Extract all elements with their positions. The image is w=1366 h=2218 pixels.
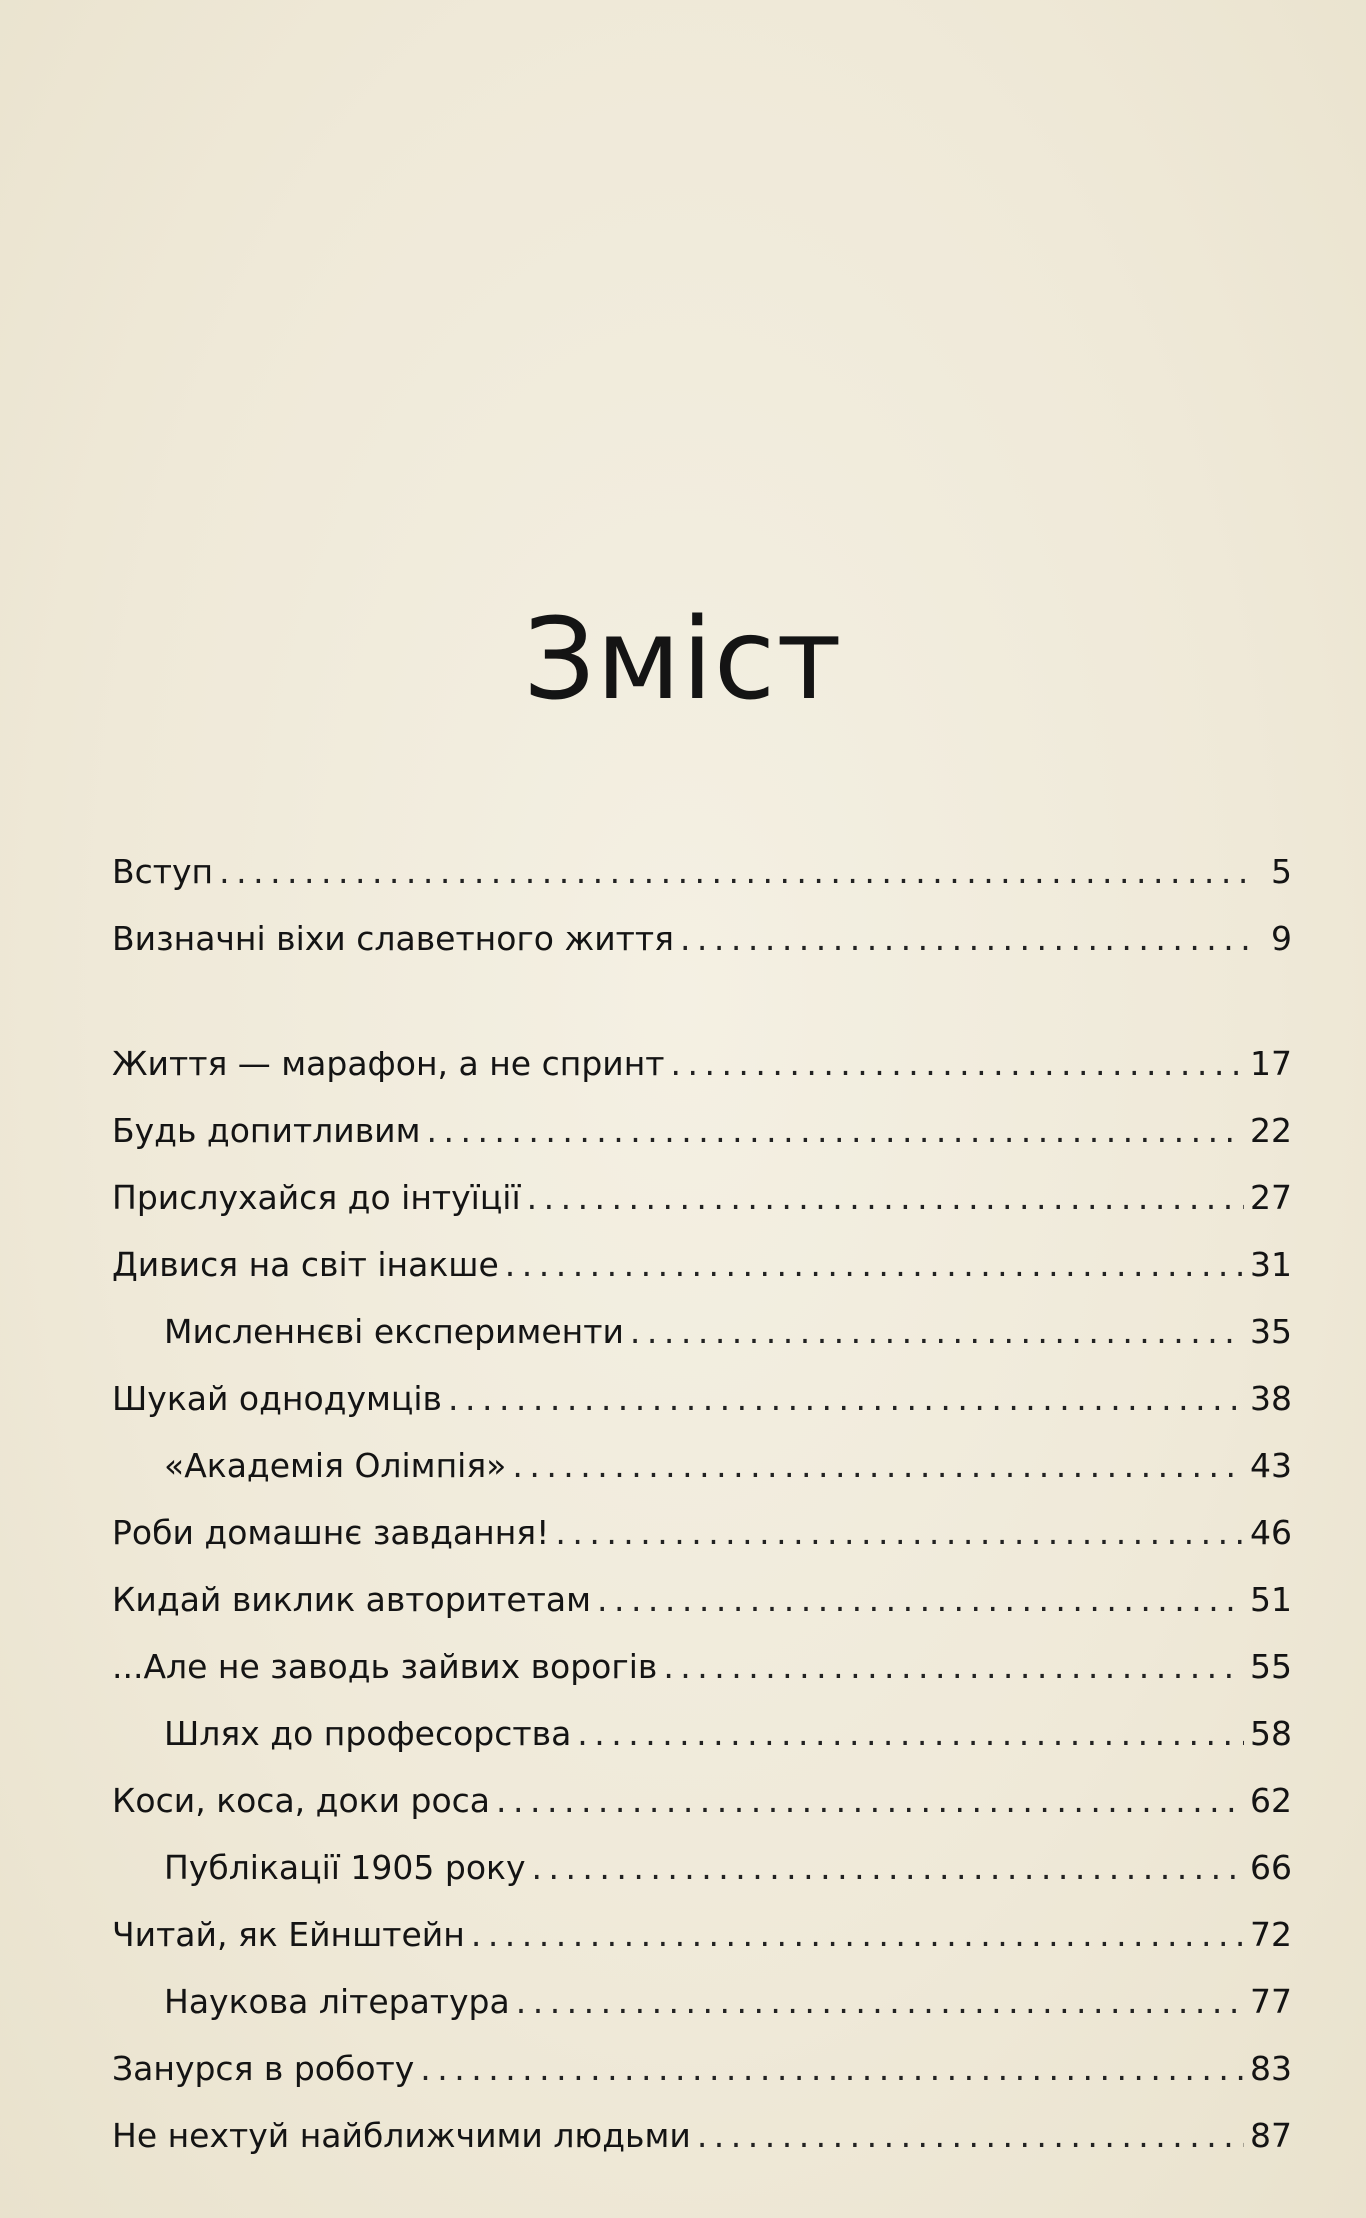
toc-subentry — [112, 1700, 1292, 1767]
toc-entry-page: 46 — [1250, 1513, 1292, 1552]
toc-entry-page: 55 — [1250, 1647, 1292, 1686]
toc-subentry — [112, 1298, 1292, 1365]
dot-leader — [555, 1499, 1244, 1566]
dot-leader — [597, 1566, 1244, 1633]
toc-entry-label: Шукай однодумців — [112, 1379, 442, 1418]
toc-entry-page: 51 — [1250, 1580, 1292, 1619]
toc-entry-label: Публікації 1905 року — [164, 1848, 526, 1887]
toc-entry — [112, 1097, 1292, 1164]
toc-entry-label: Не нехтуй найближчими людьми — [112, 2116, 691, 2155]
toc-entry-page: 17 — [1250, 1044, 1292, 1083]
dot-leader — [527, 1164, 1244, 1231]
dot-leader — [663, 1633, 1244, 1700]
dot-leader — [680, 905, 1256, 972]
toc-subentry — [112, 1968, 1292, 2035]
toc-entry — [112, 838, 1292, 905]
toc-entry — [112, 1030, 1292, 1097]
dot-leader — [516, 1968, 1244, 2035]
toc-entry-label: ...Але не заводь зайвих ворогів — [112, 1647, 658, 1686]
dot-leader — [471, 1901, 1244, 1968]
toc-entry — [112, 2035, 1292, 2102]
dot-leader — [512, 1432, 1244, 1499]
toc-entry-page: 87 — [1250, 2116, 1292, 2155]
dot-leader — [496, 1767, 1244, 1834]
toc-entry-label: Будь допитливим — [112, 1111, 421, 1150]
dot-leader — [531, 1834, 1244, 1901]
toc-entry-label: Прислухайся до інтуїції — [112, 1178, 521, 1217]
toc-entry-page: 83 — [1250, 2049, 1292, 2088]
dot-leader — [219, 838, 1256, 905]
toc-entry-page: 35 — [1250, 1312, 1292, 1351]
toc-entry — [112, 1365, 1292, 1432]
toc-entry-page: 22 — [1250, 1111, 1292, 1150]
dot-leader — [697, 2102, 1244, 2169]
toc-entry-page: 66 — [1250, 1848, 1292, 1887]
toc-entry-label: Шлях до професорства — [164, 1714, 572, 1753]
table-of-contents — [112, 838, 1292, 2169]
toc-entry — [112, 1164, 1292, 1231]
toc-entry-page: 72 — [1250, 1915, 1292, 1954]
toc-entry-label: Вступ — [112, 852, 214, 891]
toc-entry-page: 38 — [1250, 1379, 1292, 1418]
page-title: Зміст — [523, 595, 843, 725]
toc-entry-label: Наукова література — [164, 1982, 510, 2021]
toc-entry-page: 77 — [1250, 1982, 1292, 2021]
toc-entry-page: 5 — [1271, 852, 1292, 891]
dot-leader — [448, 1365, 1244, 1432]
toc-entry-label: Коси, коса, доки роса — [112, 1781, 491, 1820]
dot-leader — [577, 1700, 1244, 1767]
toc-entry-page: 9 — [1271, 919, 1292, 958]
toc-entry-label: Мисленнєві експерименти — [164, 1312, 624, 1351]
toc-entry-label: Читай, як Ейнштейн — [112, 1915, 465, 1954]
dot-leader — [505, 1231, 1244, 1298]
toc-entry-label: Визначні віхи славетного життя — [112, 919, 674, 958]
toc-subentry — [112, 1432, 1292, 1499]
toc-entry-page: 31 — [1250, 1245, 1292, 1284]
toc-entry-page: 62 — [1250, 1781, 1292, 1820]
toc-entry-label: Роби домашнє завдання! — [112, 1513, 550, 1552]
toc-entry-label: «Академія Олімпія» — [164, 1446, 507, 1485]
toc-entry — [112, 1566, 1292, 1633]
toc-entry-label: Дивися на світ інакше — [112, 1245, 499, 1284]
toc-entry — [112, 1231, 1292, 1298]
dot-leader — [630, 1298, 1244, 1365]
toc-entry-page: 43 — [1250, 1446, 1292, 1485]
toc-entry — [112, 1901, 1292, 1968]
toc-entry — [112, 2102, 1292, 2169]
dot-leader — [671, 1030, 1244, 1097]
toc-entry-page: 27 — [1250, 1178, 1292, 1217]
toc-entry-label: Кидай виклик авторитетам — [112, 1580, 591, 1619]
toc-entry — [112, 905, 1292, 972]
toc-entry — [112, 1499, 1292, 1566]
dot-leader — [420, 2035, 1244, 2102]
toc-entry — [112, 1633, 1292, 1700]
dot-leader — [427, 1097, 1244, 1164]
toc-entry-page: 58 — [1250, 1714, 1292, 1753]
toc-subentry — [112, 1834, 1292, 1901]
toc-entry-label: Занурся в роботу — [112, 2049, 415, 2088]
toc-entry-label: Життя — марафон, а не спринт — [112, 1044, 665, 1083]
toc-entry — [112, 1767, 1292, 1834]
